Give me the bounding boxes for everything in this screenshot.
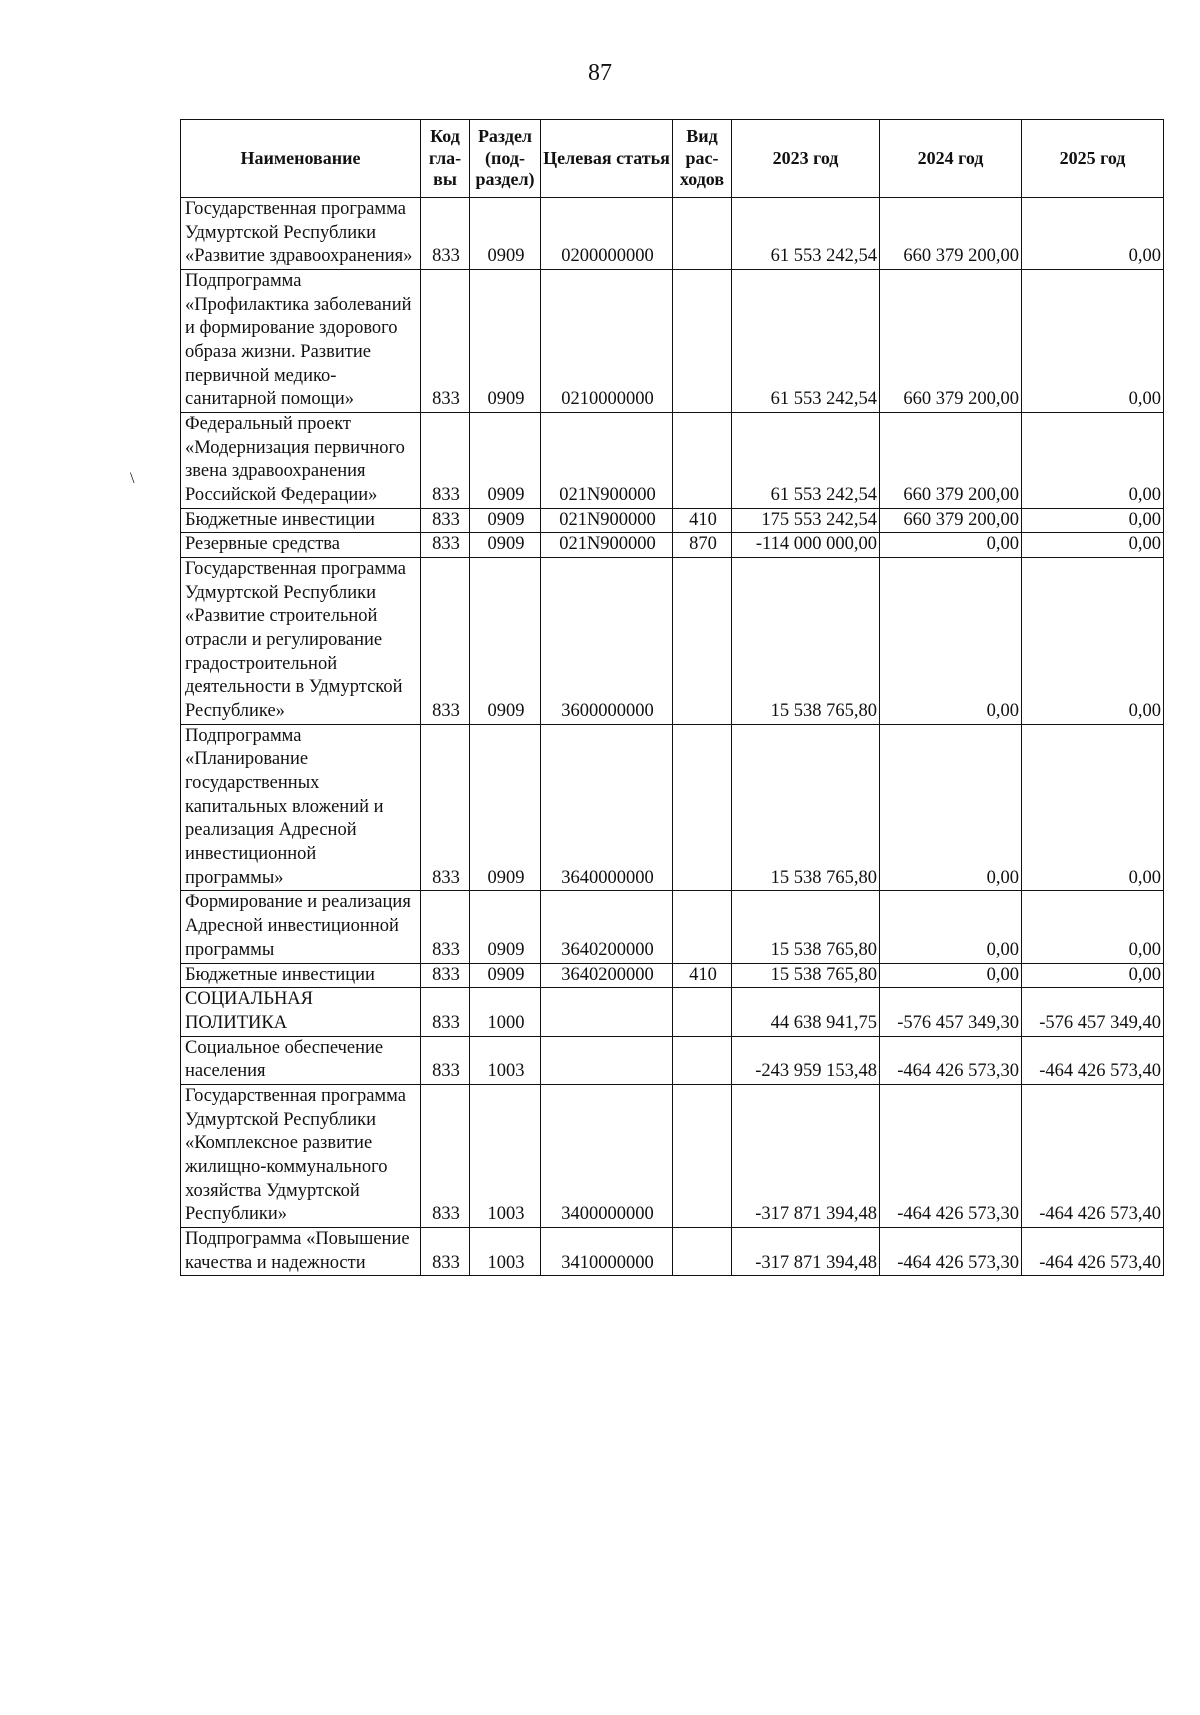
row-amount-2023: 61 553 242,54	[732, 413, 880, 509]
row-name: Подпрограмма «Профилактика заболеваний и формирование здорового образа жизни. Развитие первичной медико-санитарной помощи»	[181, 270, 421, 413]
row-chapter-code: 833	[421, 533, 470, 558]
row-target-article: 3600000000	[541, 558, 673, 725]
stray-mark: \	[130, 470, 135, 487]
row-section: 1003	[470, 1227, 541, 1275]
row-amount-2023: 175 553 242,54	[732, 508, 880, 533]
header-name: Наименование	[181, 120, 421, 198]
row-name: Бюджетные инвестиции	[181, 963, 421, 988]
row-expense-type	[673, 988, 732, 1036]
row-section: 1000	[470, 988, 541, 1036]
row-name: Бюджетные инвестиции	[181, 508, 421, 533]
header-expense-type: Вид рас- ходов	[673, 120, 732, 198]
row-amount-2025: 0,00	[1022, 533, 1164, 558]
row-chapter-code: 833	[421, 724, 470, 891]
row-amount-2023: 15 538 765,80	[732, 558, 880, 725]
row-amount-2023: 15 538 765,80	[732, 963, 880, 988]
row-amount-2025: 0,00	[1022, 198, 1164, 270]
row-target-article: 3410000000	[541, 1227, 673, 1275]
row-expense-type	[673, 1227, 732, 1275]
header-chapter-code: Код гла- вы	[421, 120, 470, 198]
row-name: Государственная программа Удмуртской Республики «Комплексное развитие жилищно-коммунального хозяйства Удмуртской Республики»	[181, 1084, 421, 1227]
row-amount-2025: 0,00	[1022, 891, 1164, 963]
header-year-2024: 2024 год	[880, 120, 1022, 198]
table-row	[181, 963, 1164, 988]
row-amount-2024: -464 426 573,30	[880, 1227, 1022, 1275]
row-expense-type: 410	[673, 508, 732, 533]
row-name: СОЦИАЛЬНАЯ ПОЛИТИКА	[181, 988, 421, 1036]
row-amount-2023: 61 553 242,54	[732, 270, 880, 413]
header-year-2023: 2023 год	[732, 120, 880, 198]
page-number: 87	[588, 60, 612, 86]
row-amount-2024: 660 379 200,00	[880, 198, 1022, 270]
row-amount-2025: 0,00	[1022, 963, 1164, 988]
table-row	[181, 508, 1164, 533]
table-row	[181, 891, 1164, 963]
budget-table	[180, 119, 1164, 1276]
row-chapter-code: 833	[421, 270, 470, 413]
row-name: Резервные средства	[181, 533, 421, 558]
row-chapter-code: 833	[421, 1227, 470, 1275]
row-amount-2025: 0,00	[1022, 270, 1164, 413]
row-chapter-code: 833	[421, 558, 470, 725]
row-amount-2024: 0,00	[880, 533, 1022, 558]
row-expense-type	[673, 413, 732, 509]
table-row	[181, 1084, 1164, 1227]
row-amount-2024: 660 379 200,00	[880, 270, 1022, 413]
row-expense-type	[673, 1084, 732, 1227]
row-amount-2025: -464 426 573,40	[1022, 1084, 1164, 1227]
row-expense-type	[673, 724, 732, 891]
row-amount-2025: -464 426 573,40	[1022, 1227, 1164, 1275]
table-row	[181, 1227, 1164, 1275]
table-row	[181, 1036, 1164, 1084]
row-amount-2024: 0,00	[880, 558, 1022, 725]
row-amount-2025: 0,00	[1022, 413, 1164, 509]
row-chapter-code: 833	[421, 988, 470, 1036]
row-expense-type	[673, 1036, 732, 1084]
row-section: 0909	[470, 891, 541, 963]
row-amount-2024: 0,00	[880, 891, 1022, 963]
row-chapter-code: 833	[421, 891, 470, 963]
header-section: Раздел (под- раздел)	[470, 120, 541, 198]
row-target-article: 0200000000	[541, 198, 673, 270]
row-amount-2023: 15 538 765,80	[732, 891, 880, 963]
row-target-article: 3640200000	[541, 891, 673, 963]
row-section: 1003	[470, 1084, 541, 1227]
row-section: 0909	[470, 270, 541, 413]
row-name: Государственная программа Удмуртской Республики «Развитие здравоохранения»	[181, 198, 421, 270]
row-expense-type	[673, 558, 732, 725]
row-amount-2025: 0,00	[1022, 558, 1164, 725]
row-name: Государственная программа Удмуртской Республики «Развитие строительной отрасли и регулирование градостроительной деятельности в Удмуртской Республике»	[181, 558, 421, 725]
row-expense-type: 410	[673, 963, 732, 988]
row-name: Федеральный проект «Модернизация первичного звена здравоохранения Российской Федерации»	[181, 413, 421, 509]
row-name: Подпрограмма «Повышение качества и надежности	[181, 1227, 421, 1275]
table-row	[181, 413, 1164, 509]
row-amount-2024: -464 426 573,30	[880, 1036, 1022, 1084]
row-amount-2024: 0,00	[880, 963, 1022, 988]
row-section: 1003	[470, 1036, 541, 1084]
table-row	[181, 988, 1164, 1036]
row-chapter-code: 833	[421, 508, 470, 533]
row-amount-2025: -576 457 349,40	[1022, 988, 1164, 1036]
row-amount-2023: 44 638 941,75	[732, 988, 880, 1036]
row-expense-type	[673, 198, 732, 270]
row-name: Социальное обеспечение населения	[181, 1036, 421, 1084]
row-amount-2024: -464 426 573,30	[880, 1084, 1022, 1227]
row-amount-2023: 15 538 765,80	[732, 724, 880, 891]
row-target-article: 021N900000	[541, 533, 673, 558]
row-amount-2025: -464 426 573,40	[1022, 1036, 1164, 1084]
row-amount-2025: 0,00	[1022, 724, 1164, 891]
row-chapter-code: 833	[421, 1084, 470, 1227]
row-amount-2023: -114 000 000,00	[732, 533, 880, 558]
row-amount-2024: 660 379 200,00	[880, 413, 1022, 509]
row-section: 0909	[470, 558, 541, 725]
header-row	[181, 120, 1164, 198]
table-row	[181, 198, 1164, 270]
row-target-article: 021N900000	[541, 413, 673, 509]
row-amount-2024: -576 457 349,30	[880, 988, 1022, 1036]
row-section: 0909	[470, 963, 541, 988]
row-target-article: 3400000000	[541, 1084, 673, 1227]
row-amount-2023: -243 959 153,48	[732, 1036, 880, 1084]
row-target-article: 0210000000	[541, 270, 673, 413]
row-section: 0909	[470, 724, 541, 891]
row-expense-type: 870	[673, 533, 732, 558]
table-row	[181, 724, 1164, 891]
row-target-article	[541, 988, 673, 1036]
row-section: 0909	[470, 413, 541, 509]
row-section: 0909	[470, 533, 541, 558]
table-row	[181, 558, 1164, 725]
row-target-article: 3640000000	[541, 724, 673, 891]
row-section: 0909	[470, 508, 541, 533]
row-amount-2023: -317 871 394,48	[732, 1084, 880, 1227]
header-year-2025: 2025 год	[1022, 120, 1164, 198]
row-expense-type	[673, 891, 732, 963]
row-target-article: 3640200000	[541, 963, 673, 988]
row-name: Формирование и реализация Адресной инвестиционной программы	[181, 891, 421, 963]
row-chapter-code: 833	[421, 1036, 470, 1084]
row-amount-2024: 0,00	[880, 724, 1022, 891]
row-amount-2023: 61 553 242,54	[732, 198, 880, 270]
row-name: Подпрограмма «Планирование государственных капитальных вложений и реализация Адресной инвестиционной программы»	[181, 724, 421, 891]
row-chapter-code: 833	[421, 963, 470, 988]
row-section: 0909	[470, 198, 541, 270]
row-amount-2024: 660 379 200,00	[880, 508, 1022, 533]
table-row	[181, 533, 1164, 558]
header-target-article: Целевая статья	[541, 120, 673, 198]
row-chapter-code: 833	[421, 198, 470, 270]
row-target-article	[541, 1036, 673, 1084]
row-chapter-code: 833	[421, 413, 470, 509]
table-row	[181, 270, 1164, 413]
row-amount-2025: 0,00	[1022, 508, 1164, 533]
row-amount-2023: -317 871 394,48	[732, 1227, 880, 1275]
row-target-article: 021N900000	[541, 508, 673, 533]
row-expense-type	[673, 270, 732, 413]
